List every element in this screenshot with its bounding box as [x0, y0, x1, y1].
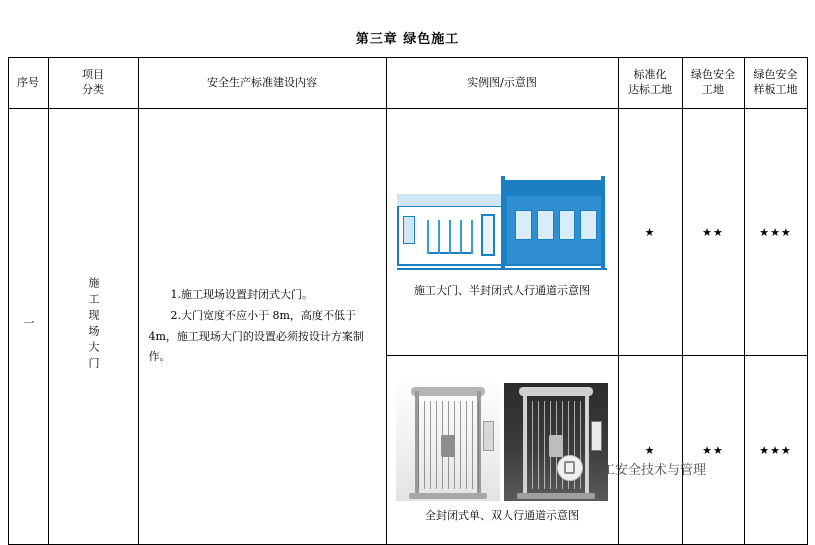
rating-standard-2: ★ — [618, 356, 682, 545]
turnstile-photo-light — [396, 383, 500, 501]
header-model-line2: 样板工地 — [753, 83, 798, 96]
row-category — [48, 109, 138, 545]
table-header-row — [8, 58, 807, 109]
table-header — [8, 58, 807, 109]
table-row — [8, 109, 807, 356]
header-seq: 序号 — [8, 58, 48, 109]
header-images: 实例图/示意图 — [386, 58, 618, 109]
rating-model-2: ★★★ — [744, 356, 807, 545]
gate-doorway — [481, 214, 495, 256]
turnstile-card-reader — [591, 421, 602, 451]
turnstile-photo-dark — [504, 383, 608, 501]
gate-top-beam — [397, 194, 505, 207]
gate-side-panel — [403, 216, 415, 244]
gate-right-header-band — [505, 180, 605, 196]
header-standard-line1: 标准化 — [633, 68, 667, 82]
turnstile-base — [517, 493, 595, 499]
pedestrian-turnstile-group — [427, 220, 473, 254]
rating-standard-1: ★ — [618, 109, 682, 356]
header-green-site — [682, 58, 744, 109]
header-content: 安全生产标准建设内容 — [138, 58, 386, 109]
header-green-line1: 绿色安全 — [691, 68, 735, 82]
figure-cell-1 — [386, 109, 618, 356]
rating-model-1: ★★★ — [744, 109, 807, 356]
figure-caption-1: 施工大门、半封闭式人行通道示意图 — [414, 284, 590, 297]
figure-caption-2: 全封闭式单、双人行通道示意图 — [425, 509, 579, 522]
header-green-line2: 工地 — [702, 83, 724, 96]
row-sequence — [8, 109, 48, 545]
watermark-text: 施工安全技术与管理 — [589, 462, 707, 478]
row-sequence-text: 一 — [22, 317, 36, 333]
turnstile-hub — [549, 435, 563, 457]
row-category-text: 施工现场大门 — [87, 277, 101, 373]
watermark — [557, 455, 706, 481]
row-content — [138, 109, 386, 545]
header-model-line1: 绿色安全 — [753, 68, 798, 82]
turnstile-hub — [441, 435, 455, 457]
content-line-1: 1.施工现场设置封闭式大门。 — [170, 287, 313, 301]
rating-green-1: ★★ — [682, 109, 744, 356]
header-category — [48, 58, 138, 109]
turnstile-card-reader — [483, 421, 494, 451]
header-category-line2: 分类 — [82, 83, 104, 96]
figure-cell-2 — [386, 356, 618, 545]
page-title: 第三章 绿色施工 — [355, 32, 460, 47]
gate-post-left — [501, 176, 505, 268]
gate-elevation-illustration — [397, 176, 607, 276]
gate-post-right — [601, 176, 605, 268]
header-standard-site — [618, 58, 682, 109]
wechat-account-logo-icon — [557, 455, 583, 481]
header-category-line1: 项目 — [82, 68, 104, 82]
content-line-2: 2.大门宽度不应小于 8m，高度不低于 4m，施工现场大门的设置必须按设计方案制作。 — [148, 308, 364, 364]
turnstile-photos — [391, 383, 614, 501]
gate-ground-line — [397, 268, 607, 270]
header-standard-line2: 达标工地 — [628, 83, 672, 96]
rating-green-2: ★★ — [682, 356, 744, 545]
header-model-site — [744, 58, 807, 109]
turnstile-base — [409, 493, 487, 499]
gate-window-row — [515, 210, 597, 240]
